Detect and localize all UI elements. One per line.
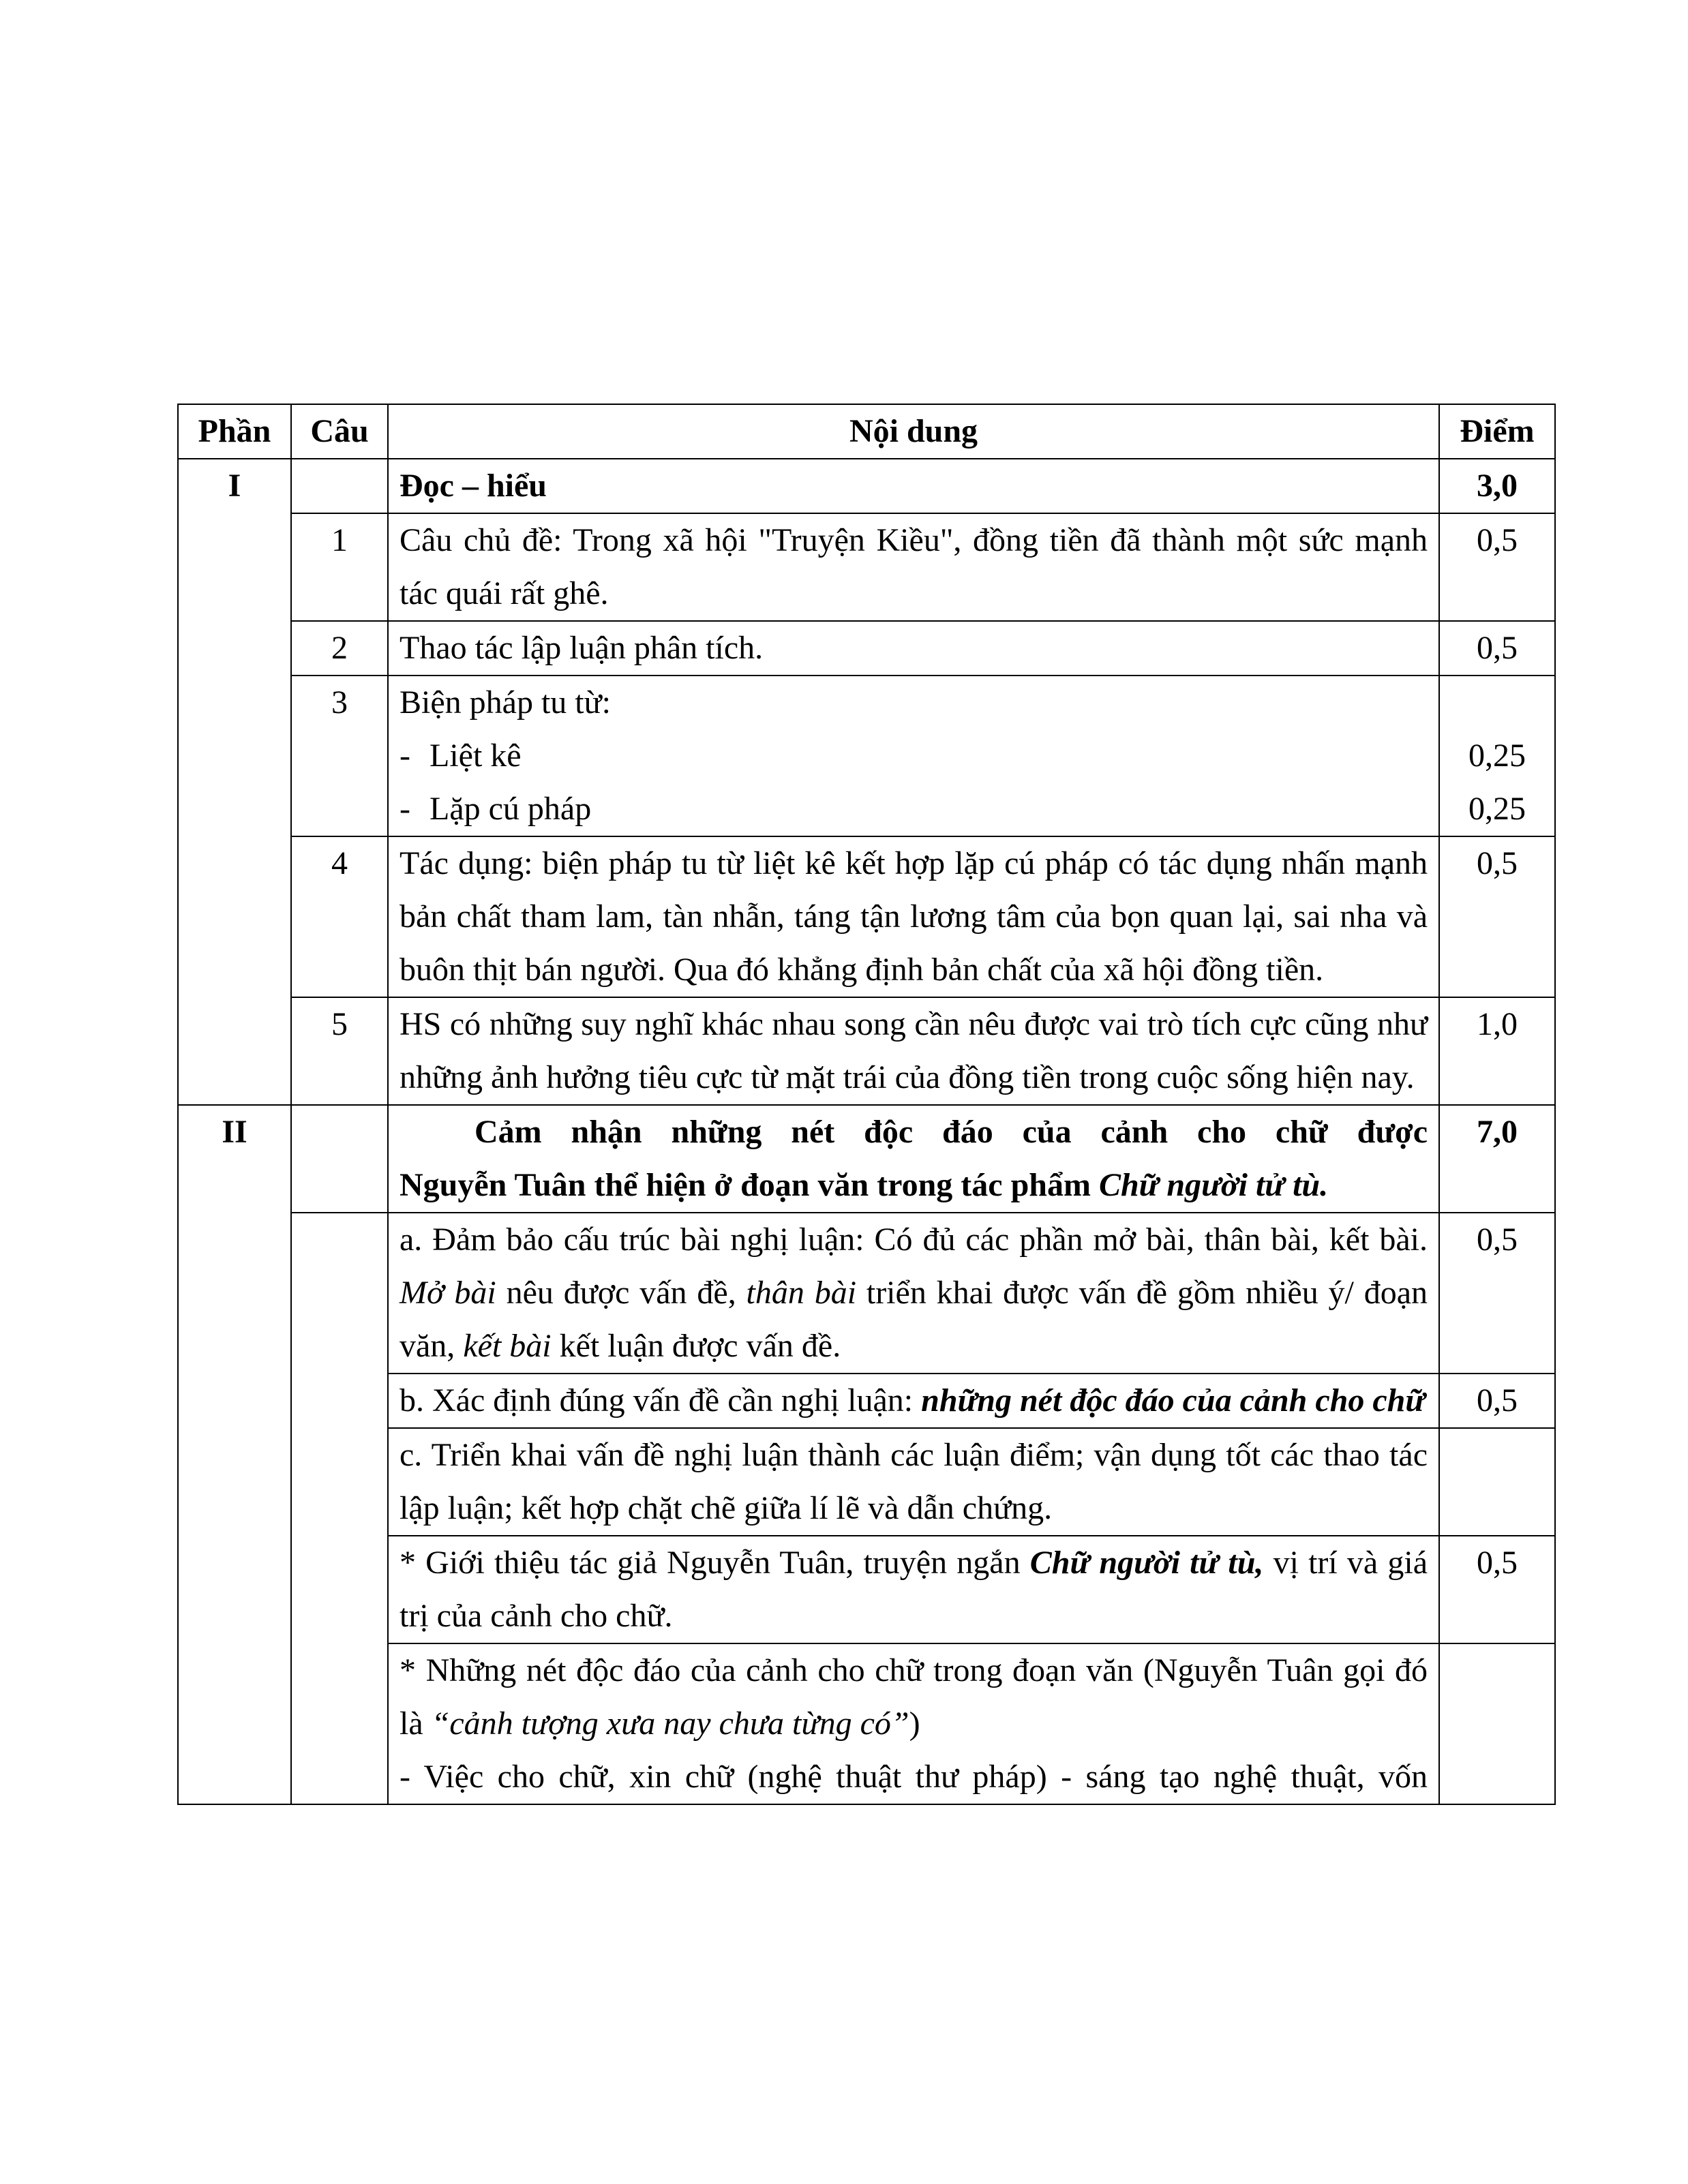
- table-row: [178, 621, 1555, 676]
- table-row: [178, 459, 1555, 513]
- header-noi-dung: Nội dung: [388, 404, 1439, 459]
- answer-text: a. Đảm bảo cấu trúc bài nghị luận: Có đủ các phần mở bài, thân bài, kết bài. Mở bài nêu được vấn đề, thân bài triển khai được vấn đề gồm nhiều ý/ đoạn văn, kết bài kết luận được vấn đề.: [388, 1213, 1439, 1374]
- score-item: 0,25: [1468, 738, 1526, 774]
- header-phan: Phần: [178, 404, 291, 459]
- header-cau: Câu: [291, 404, 388, 459]
- table-row: [178, 1105, 1555, 1213]
- table-row: [178, 676, 1555, 836]
- table-row: [178, 513, 1555, 621]
- answer-score: 0,5: [1439, 1213, 1555, 1374]
- question-number: 2: [291, 621, 388, 676]
- answer-score: 0,5: [1439, 621, 1555, 676]
- answer-intro: Biện pháp tu từ:: [400, 684, 611, 721]
- answer-score: 0,5: [1439, 836, 1555, 997]
- answer-score: [1439, 1643, 1555, 1804]
- answer-text: c. Triển khai vấn đề nghị luận thành các luận điểm; vận dụng tốt các thao tác lập luận; kết hợp chặt chẽ giữa lí lẽ và dẫn chứng.: [388, 1428, 1439, 1536]
- work-title: Chữ người tử tù.: [1098, 1167, 1329, 1203]
- header-diem: Điểm: [1439, 404, 1555, 459]
- answer-score: 0,5: [1439, 1536, 1555, 1643]
- section-title-line: [400, 1159, 1428, 1212]
- question-number: [291, 1213, 388, 1804]
- section-title: Đọc – hiểu: [388, 459, 1439, 513]
- answer-text: Tác dụng: biện pháp tu từ liệt kê kết hợp lặp cú pháp có tác dụng nhấn mạnh bản chất tham lam, tàn nhẫn, táng tận lương tâm của bọn quan lại, sai nha và buôn thịt bán người. Qua đó khẳng định bản chất của xã hội đồng tiền.: [388, 836, 1439, 997]
- list-item: [400, 783, 1428, 836]
- answer-text: Thao tác lập luận phân tích.: [388, 621, 1439, 676]
- question-number: 5: [291, 997, 388, 1105]
- section-score: 7,0: [1439, 1105, 1555, 1213]
- answer-text: HS có những suy nghĩ khác nhau song cần nêu được vai trò tích cực cũng như những ảnh hưởng tiêu cực từ mặt trái của đồng tiền trong cuộc sống hiện nay.: [388, 997, 1439, 1105]
- question-number: [291, 1105, 388, 1213]
- answer-score: 1,0: [1439, 997, 1555, 1105]
- answer-key-table: [177, 404, 1556, 1805]
- table-row: [178, 997, 1555, 1105]
- list-item-text: Lặp cú pháp: [429, 791, 592, 827]
- answer-text: [388, 676, 1439, 836]
- section-title-line: Cảm nhận những nét độc đáo của cảnh cho chữ được: [474, 1114, 1428, 1150]
- question-number: 3: [291, 676, 388, 836]
- answer-text: * Giới thiệu tác giả Nguyễn Tuân, truyện ngắn Chữ người tử tù, vị trí và giá trị của cảnh cho chữ.: [388, 1536, 1439, 1643]
- table-row: [178, 836, 1555, 997]
- section-title: [388, 1105, 1439, 1213]
- answer-text: * Những nét độc đáo của cảnh cho chữ trong đoạn văn (Nguyễn Tuân gọi đó là “cảnh tượng xưa nay chưa từng có”) - Việc cho chữ, xin chữ (nghệ thuật thư pháp) - sáng tạo nghệ thuật, vốn: [388, 1643, 1439, 1804]
- bullet-dash: -: [400, 791, 410, 827]
- part-label: II: [178, 1105, 291, 1804]
- list-item-text: Liệt kê: [429, 738, 522, 774]
- answer-score: 0,5: [1439, 1374, 1555, 1428]
- answer-text: Câu chủ đề: Trong xã hội "Truyện Kiều", đồng tiền đã thành một sức mạnh tác quái rất ghê.: [388, 513, 1439, 621]
- table-row: [178, 1213, 1555, 1374]
- answer-score: [1439, 1428, 1555, 1536]
- bullet-dash: -: [400, 738, 410, 774]
- section-score: 3,0: [1439, 459, 1555, 513]
- answer-score: 0,5: [1439, 513, 1555, 621]
- answer-text: b. Xác định đúng vấn đề cần nghị luận: những nét độc đáo của cảnh cho chữ: [388, 1374, 1439, 1428]
- list-item: [400, 729, 1428, 783]
- question-number: 1: [291, 513, 388, 621]
- score-item: 0,25: [1468, 791, 1526, 827]
- section-title-text: Nguyễn Tuân thể hiện ở đoạn văn trong tác phẩm: [400, 1167, 1099, 1203]
- part-label: I: [178, 459, 291, 1105]
- table-header-row: [178, 404, 1555, 459]
- question-number: [291, 459, 388, 513]
- answer-score: [1439, 676, 1555, 836]
- question-number: 4: [291, 836, 388, 997]
